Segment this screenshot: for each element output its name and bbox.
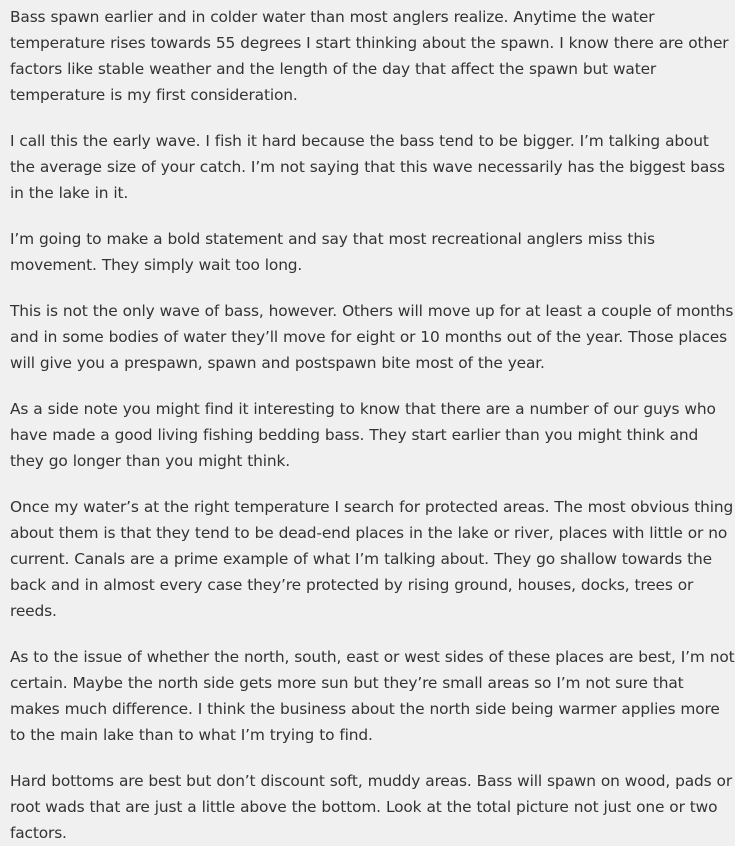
paragraph-6: Once my water’s at the right temperature I search for protected areas. The most obvious thing about them is that they tend to be dead-end places in the lake or river, places with little or no current. Canals are a prime example of what I’m talking about. They go shallow towards the back and in almost every case they’re protected by rising ground, houses, docks, trees or reeds. [10, 498, 734, 620]
paragraph-4: This is not the only wave of bass, however. Others will move up for at least a couple of months and in some bodies of water they’ll move for eight or 10 months out of the year. Those places will give you a prespawn, spawn and postspawn bite most of the year. [10, 302, 734, 372]
paragraph-8: Hard bottoms are best but don’t discount soft, muddy areas. Bass will spawn on wood, pads or root wads that are just a little above the bottom. Look at the total picture not just one or two factors. [10, 772, 733, 842]
paragraph-1: Bass spawn earlier and in colder water than most anglers realize. Anytime the water temperature rises towards 55 degrees I start thinking about the spawn. I know there are other factors like stable weather and the length of the day that affect the spawn but water temperature is my first consideration. [10, 8, 729, 104]
paragraph-5: As a side note you might find it interesting to know that there are a number of our guys who have made a good living fishing bedding bass. They start earlier than you might think and they go longer than you might think. [10, 400, 716, 470]
paragraph-3: I’m going to make a bold statement and say that most recreational anglers miss this movement. They simply wait too long. [10, 230, 655, 274]
paragraph-7: As to the issue of whether the north, south, east or west sides of these places are best, I’m not certain. Maybe the north side gets more sun but they’re small areas so I’m not sure that makes much difference. I think the business about the north side being warmer applies more to the main lake than to what I’m trying to find. [10, 648, 735, 744]
paragraph-2: I call this the early wave. I fish it hard because the bass tend to be bigger. I’m talking about the average size of your catch. I’m not saying that this wave necessarily has the biggest bass in the lake in it. [10, 132, 725, 202]
